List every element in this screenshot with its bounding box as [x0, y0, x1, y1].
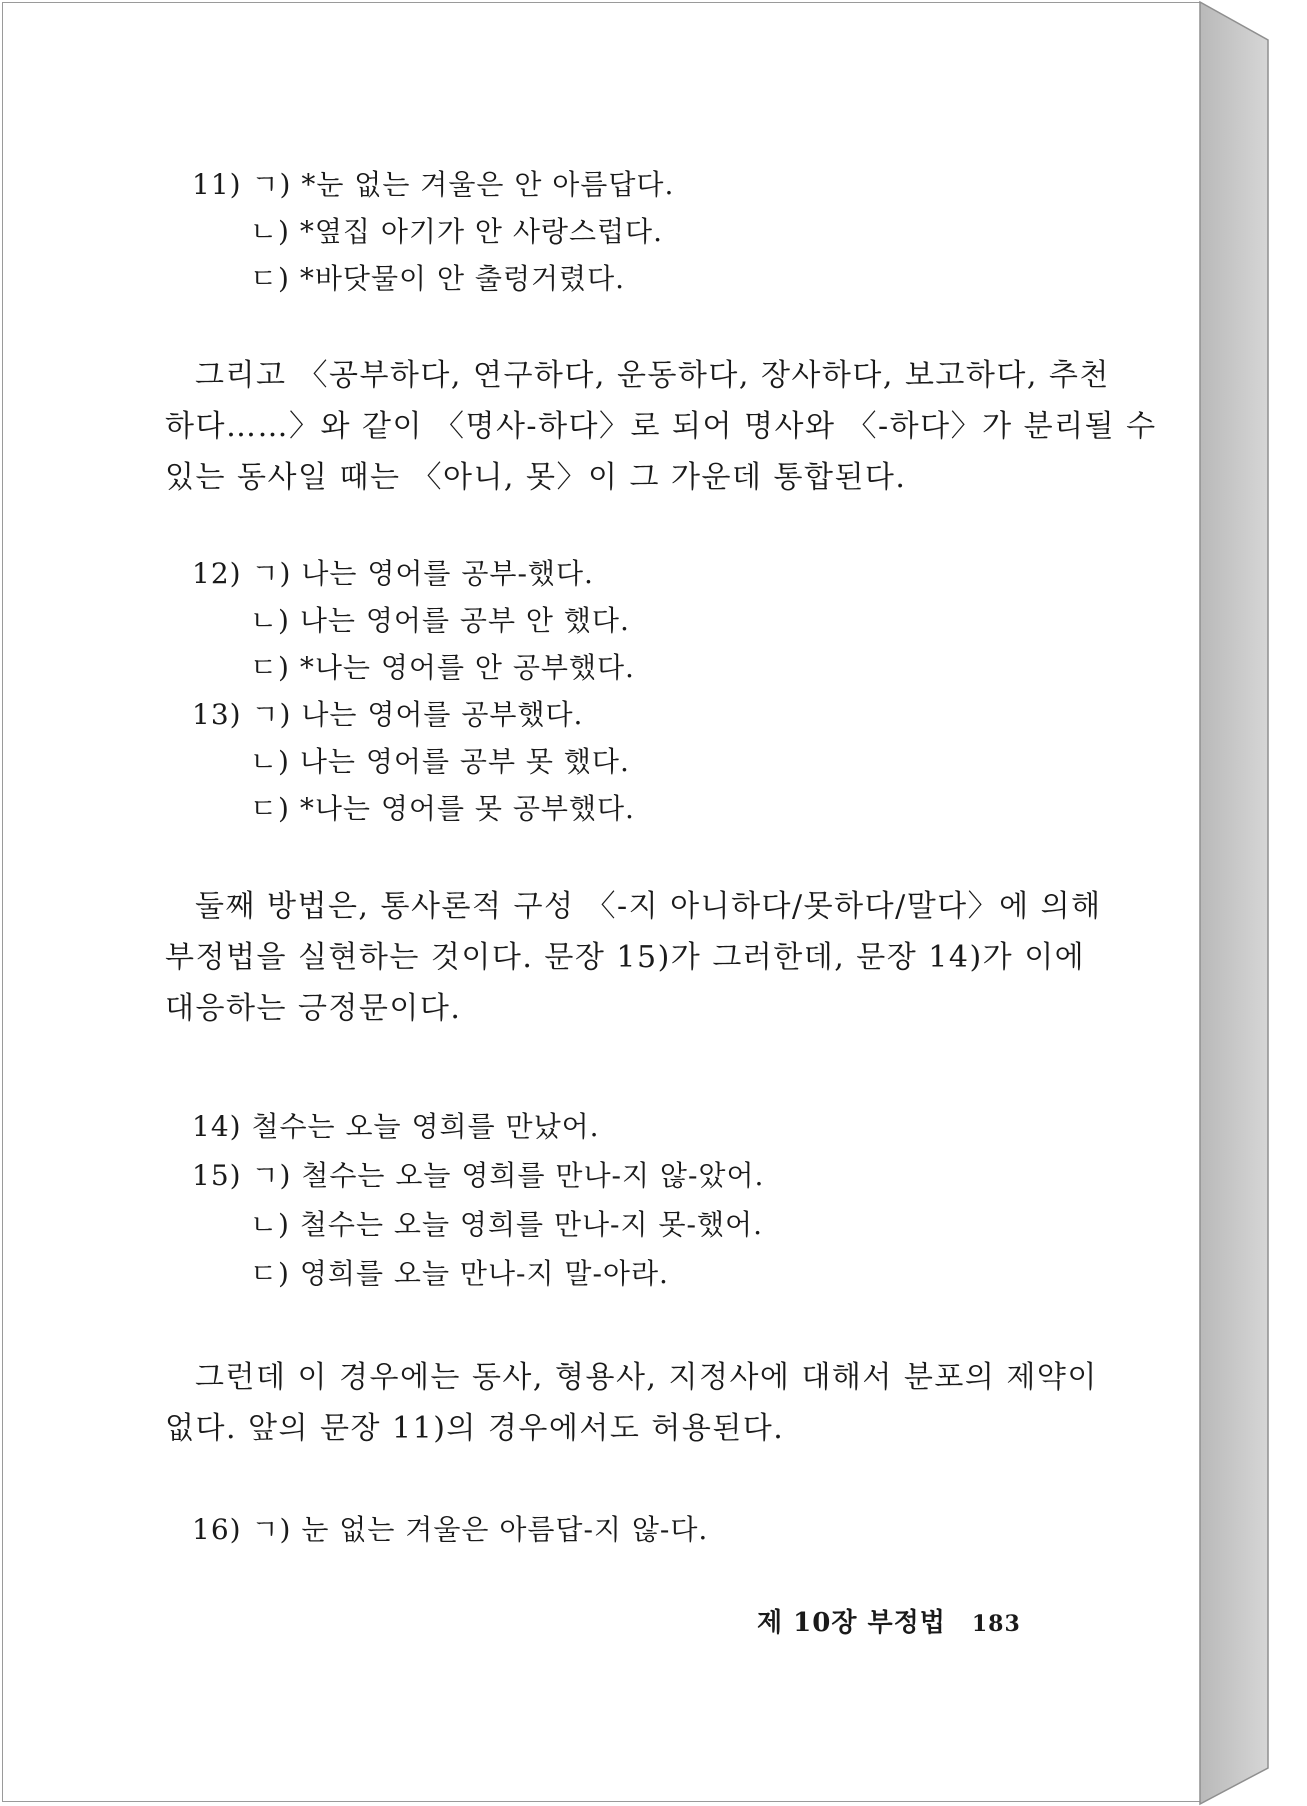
- paragraph-3-line-2: 없다. 앞의 문장 11)의 경우에서도 허용된다.: [165, 1411, 785, 1446]
- example-13c: ㄷ) *나는 영어를 못 공부했다.: [250, 792, 635, 825]
- paragraph-3-line-1: 그런데 이 경우에는 동사, 형용사, 지정사에 대해서 분포의 제약이: [195, 1360, 1098, 1395]
- example-12b: ㄴ) 나는 영어를 공부 안 했다.: [250, 604, 630, 637]
- paragraph-2-line-2: 부정법을 실현하는 것이다. 문장 15)가 그러한데, 문장 14)가 이에: [165, 940, 1086, 975]
- example-15b: ㄴ) 철수는 오늘 영희를 만나-지 못-했어.: [250, 1208, 763, 1241]
- example-16a: 16) ㄱ) 눈 없는 겨울은 아름답-지 않-다.: [192, 1513, 709, 1546]
- example-11b: ㄴ) *옆집 아기가 안 사랑스럽다.: [250, 215, 664, 248]
- paragraph-1-line-2: 하다……〉와 같이 〈명사-하다〉로 되어 명사와 〈-하다〉가 분리될 수: [165, 409, 1157, 444]
- example-13a: 13) ㄱ) 나는 영어를 공부했다.: [192, 698, 584, 731]
- chapter-title: 제 10장 부정법: [757, 1608, 946, 1638]
- example-11a: 11) ㄱ) *눈 없는 겨울은 안 아름답다.: [192, 168, 675, 201]
- page-number: 183: [971, 1611, 1021, 1637]
- paragraph-2-line-1: 둘째 방법은, 통사론적 구성 〈-지 아니하다/못하다/말다〉에 의해: [195, 889, 1102, 924]
- example-13b: ㄴ) 나는 영어를 공부 못 했다.: [250, 745, 630, 778]
- example-12c: ㄷ) *나는 영어를 안 공부했다.: [250, 651, 635, 684]
- example-14: 14) 철수는 오늘 영희를 만났어.: [192, 1110, 600, 1143]
- paragraph-1-line-3: 있는 동사일 때는 〈아니, 못〉이 그 가운데 통합된다.: [165, 460, 907, 495]
- example-11c: ㄷ) *바닷물이 안 출렁거렸다.: [250, 262, 626, 295]
- example-15c: ㄷ) 영희를 오늘 만나-지 말-아라.: [250, 1257, 669, 1290]
- running-footer: [757, 1602, 1021, 1639]
- paragraph-1-line-1: 그리고 〈공부하다, 연구하다, 운동하다, 장사하다, 보고하다, 추천: [195, 358, 1110, 393]
- example-15a: 15) ㄱ) 철수는 오늘 영희를 만나-지 않-았어.: [192, 1159, 765, 1192]
- paragraph-2-line-3: 대응하는 긍정문이다.: [165, 991, 462, 1026]
- example-12a: 12) ㄱ) 나는 영어를 공부-했다.: [192, 557, 594, 590]
